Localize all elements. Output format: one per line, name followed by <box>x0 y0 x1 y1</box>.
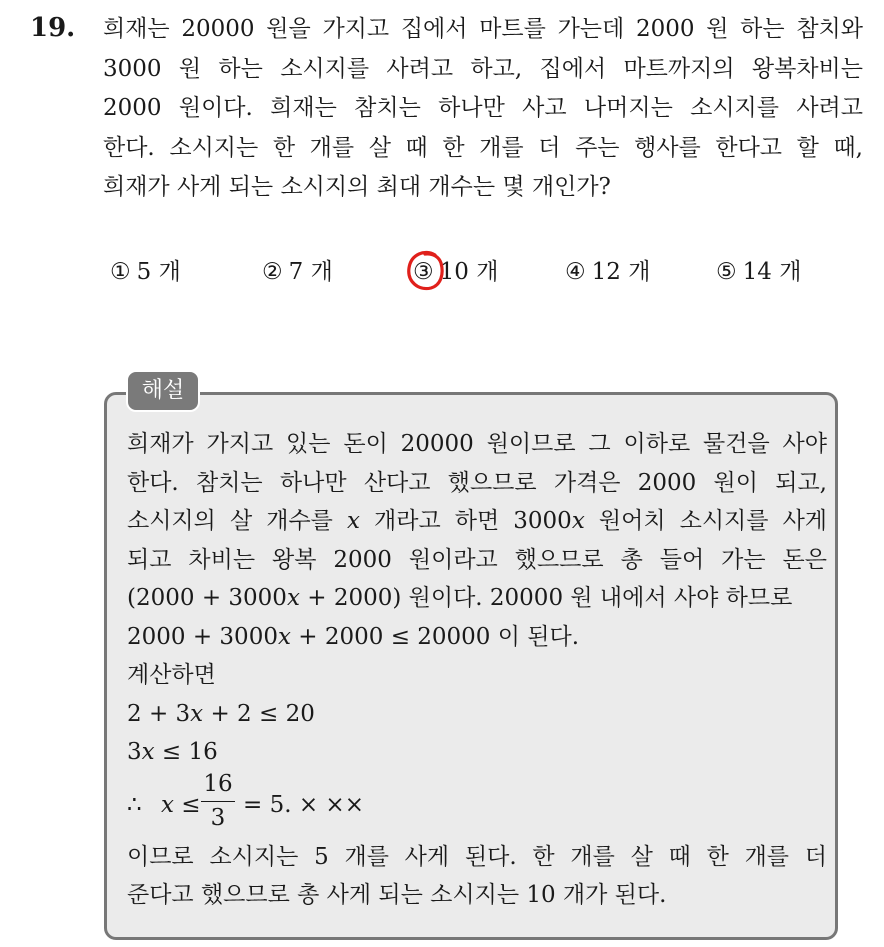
equation-3 <box>127 772 827 838</box>
choice-1[interactable] <box>110 252 181 292</box>
solution-text <box>127 425 827 915</box>
equation-lhs: x ≤ <box>161 791 201 818</box>
choice-text: 10 개 <box>439 259 499 285</box>
solution-line: 계산하면 <box>127 662 216 688</box>
choice-text: 7 개 <box>288 259 333 285</box>
therefore-symbol: ∴ <box>127 791 142 818</box>
choice-marker: ⑤ <box>716 259 737 285</box>
choice-2[interactable] <box>262 252 333 292</box>
solution-line: 희재가 가지고 있는 돈이 20000 원이므로 그 이하로 물건을 사야 <box>127 431 827 457</box>
solution-line: (2000 + 3000x + 2000) 원이다. 20000 원 내에서 사야 하므로 <box>127 585 793 611</box>
choice-marker: ② <box>262 259 283 285</box>
choice-marker: ③ <box>413 259 434 285</box>
solution-line: 2000 + 3000x + 2000 ≤ 20000 이 된다. <box>127 623 580 650</box>
fraction-bar <box>201 801 235 802</box>
choice-5[interactable] <box>716 252 801 292</box>
choice-text: 5 개 <box>136 259 181 285</box>
solution-line: 되고 차비는 왕복 2000 원이라고 했으므로 총 들어 가는 돈은 <box>127 546 827 573</box>
equation-2: 3x ≤ 16 <box>127 739 218 765</box>
choice-4[interactable] <box>565 252 650 292</box>
fraction-numerator: 16 <box>203 770 233 797</box>
question-text <box>103 10 863 208</box>
fraction-denominator: 3 <box>210 804 226 831</box>
question-line: 희재가 사게 되는 소시지의 최대 개수는 몇 개인가? <box>103 174 611 200</box>
choice-text: 12 개 <box>591 259 651 285</box>
answer-choices <box>0 252 884 292</box>
choice-marker: ④ <box>565 259 586 285</box>
fraction <box>201 768 235 833</box>
question-line: 2000 원이다. 희재는 참치는 하나만 사고 나머지는 소시지를 사려고 <box>103 95 863 121</box>
equation-1: 2 + 3x + 2 ≤ 20 <box>127 700 315 727</box>
choice-marker: ① <box>110 259 131 285</box>
choice-3[interactable] <box>413 252 498 292</box>
solution-line: 한다. 참치는 하나만 산다고 했으므로 가격은 2000 원이 되고, <box>127 469 827 496</box>
choice-text: 14 개 <box>742 259 802 285</box>
question-line: 한다. 소시지는 한 개를 살 때 한 개를 더 주는 행사를 한다고 할 때, <box>103 134 863 161</box>
question-line: 3000 원 하는 소시지를 사려고 하고, 집에서 마트까지의 왕복차비는 <box>103 55 863 82</box>
solution-tag: 해설 <box>126 370 200 412</box>
solution-line: 소시지의 살 개수를 x 개라고 하면 3000x 원어치 소시지를 사게 <box>127 508 827 534</box>
equation-rhs: = 5. × ×× <box>243 791 364 818</box>
question-number: 19. <box>30 13 76 43</box>
solution-line: 준다고 했으므로 총 사게 되는 소시지는 10 개가 된다. <box>127 882 667 908</box>
solution-line: 이므로 소시지는 5 개를 사게 된다. 한 개를 살 때 한 개를 더 <box>127 843 827 870</box>
question-line: 희재는 20000 원을 가지고 집에서 마트를 가는데 2000 원 하는 참치와 <box>103 16 863 42</box>
